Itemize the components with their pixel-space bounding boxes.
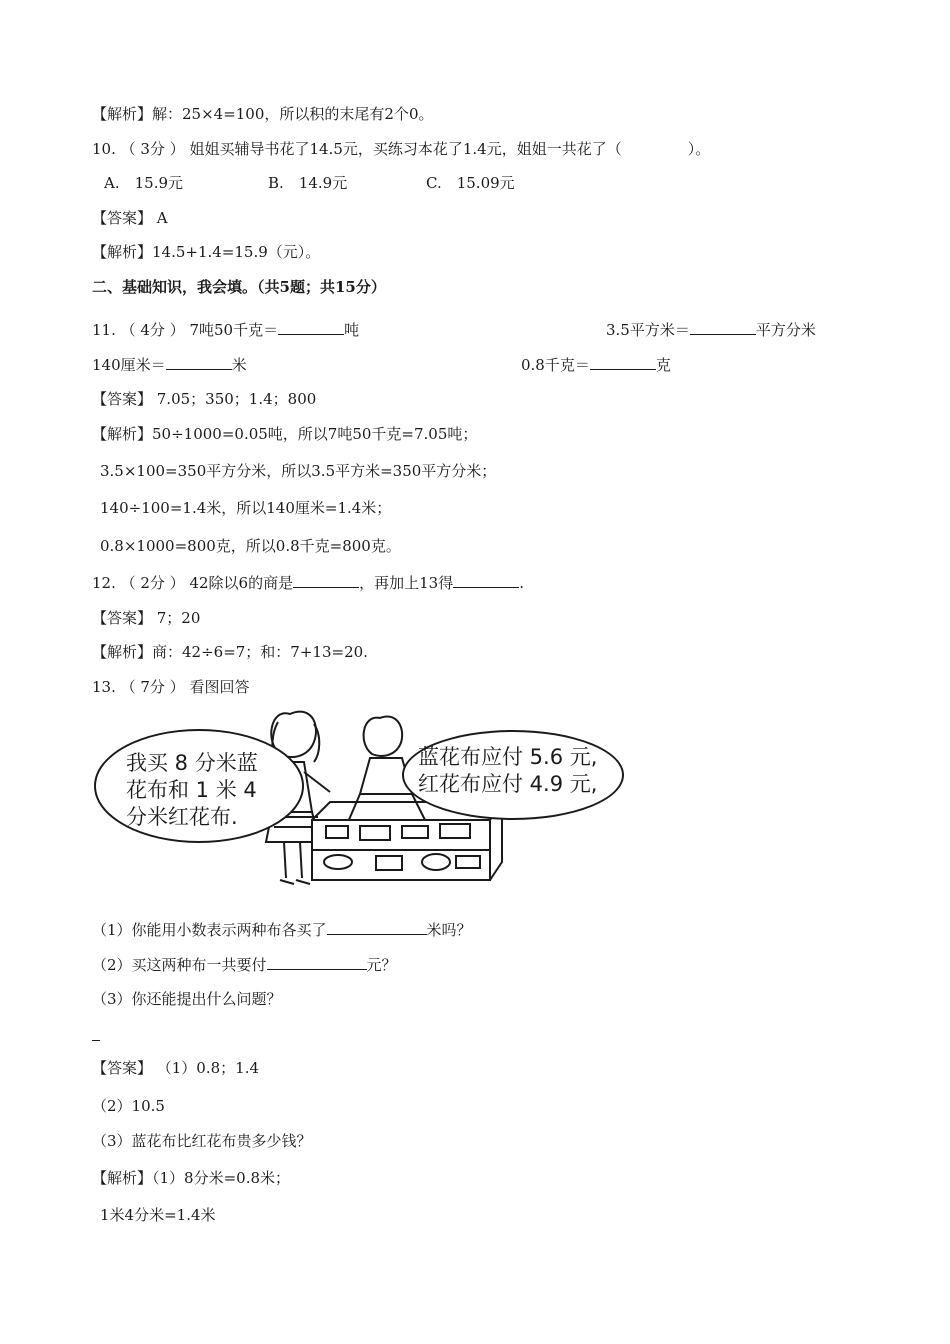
q11-explanation-4: 0.8×1000=800克，所以0.8千克=800克。 bbox=[100, 537, 401, 555]
q11-part-c: 140厘米＝ 米 bbox=[92, 356, 247, 374]
blank[interactable] bbox=[453, 573, 519, 588]
q11-explanation-3: 140÷100=1.4米，所以140厘米=1.4米； bbox=[100, 499, 392, 517]
q11-part-b: 3.5平方米＝ 平方分米 bbox=[606, 321, 816, 339]
q13-answer-2: （2）10.5 bbox=[92, 1097, 165, 1115]
bubble-left-line-3: 分米红花布. bbox=[126, 805, 238, 829]
q11-answer: 【答案】 7.05；350；1.4；800 bbox=[92, 390, 317, 408]
answer-line-mark bbox=[92, 1040, 100, 1041]
bubble-left-line-2: 花布和 1 米 4 bbox=[126, 778, 257, 802]
question-13: 13. （ 7分 ） 看图回答 bbox=[92, 678, 250, 696]
q13-sub-3: （3）你还能提出什么问题？ bbox=[92, 990, 282, 1008]
blank[interactable] bbox=[293, 573, 359, 588]
q11-explanation-1: 【解析】50÷1000=0.05吨，所以7吨50千克=7.05吨； bbox=[92, 425, 478, 443]
q12-explanation: 【解析】商：42÷6=7；和：7+13=20. bbox=[92, 643, 368, 661]
q13-explanation-2: 1米4分米=1.4米 bbox=[100, 1206, 216, 1224]
question-12: 12. （ 2分 ） 42除以6的商是 ，再加上13得 . bbox=[92, 574, 524, 592]
q11-explanation-2: 3.5×100=350平方分米，所以3.5平方米=350平方分米； bbox=[100, 462, 497, 480]
blank[interactable] bbox=[278, 320, 344, 335]
bubble-left-line-1: 我买 8 分米蓝 bbox=[126, 751, 258, 775]
prev-explanation: 【解析】解：25×4=100，所以积的末尾有2个0。 bbox=[92, 105, 434, 123]
blank[interactable] bbox=[327, 920, 427, 935]
bubble-right-line-2: 红花布应付 4.9 元, bbox=[418, 772, 598, 796]
bubble-right-line-1: 蓝花布应付 5.6 元, bbox=[418, 745, 598, 769]
q13-sub-2: （2）买这两种布一共要付 元？ bbox=[92, 956, 397, 974]
blank[interactable] bbox=[166, 355, 232, 370]
q10-option-a: A. 15.9元 bbox=[104, 174, 183, 192]
q13-sub-1: （1）你能用小数表示两种布各买了 米吗？ bbox=[92, 921, 472, 939]
q10-option-b: B. 14.9元 bbox=[268, 174, 348, 192]
q11-part-d: 0.8千克＝ 克 bbox=[521, 356, 671, 374]
q12-answer: 【答案】 7；20 bbox=[92, 609, 201, 627]
q10-explanation: 【解析】14.5+1.4=15.9（元）。 bbox=[92, 243, 321, 261]
section-heading: 二、基础知识，我会填。（共5题；共15分） bbox=[92, 278, 386, 296]
q10-option-c: C. 15.09元 bbox=[426, 174, 515, 192]
q13-explanation-1: 【解析】（1）8分米=0.8米； bbox=[92, 1169, 291, 1187]
q13-answer-3: （3）蓝花布比红花布贵多少钱？ bbox=[92, 1132, 312, 1150]
q13-answer-1: 【答案】 （1）0.8；1.4 bbox=[92, 1059, 260, 1077]
q10-answer: 【答案】 A bbox=[92, 209, 168, 227]
question-10: 10. （ 3分 ） 姐姐买辅导书花了14.5元，买练习本花了1.4元，姐姐一共花了（ ）。 bbox=[92, 140, 711, 158]
blank[interactable] bbox=[690, 320, 756, 335]
blank[interactable] bbox=[267, 955, 367, 970]
blank[interactable] bbox=[590, 355, 656, 370]
q11-part-a: 11. （ 4分 ） 7吨50千克＝ 吨 bbox=[92, 321, 360, 339]
